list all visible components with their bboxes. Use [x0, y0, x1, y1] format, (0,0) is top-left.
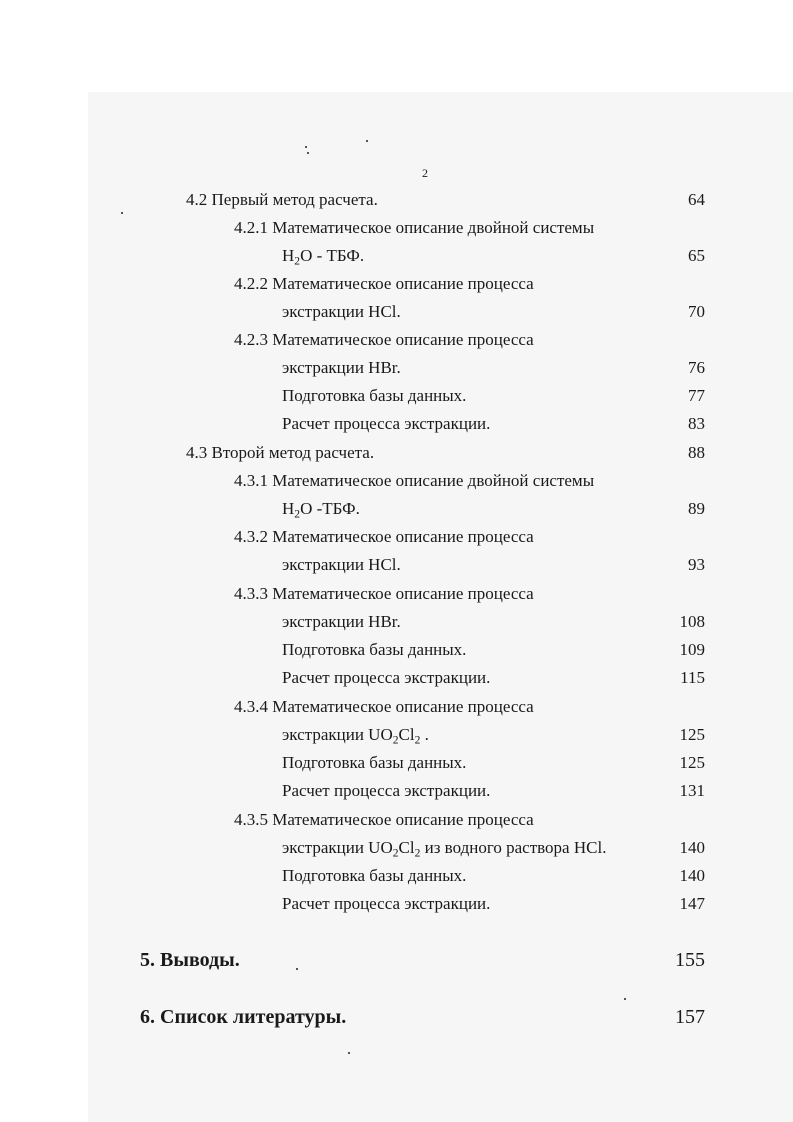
- entry-page: 89: [688, 499, 705, 518]
- toc-entry: [0, 383, 793, 409]
- toc-section-heading: [0, 947, 793, 973]
- toc-entry: [0, 440, 793, 466]
- entry-page: 125: [679, 725, 705, 744]
- entry-page: 83: [688, 414, 705, 433]
- entry-page: 125: [679, 753, 705, 772]
- entry-page: 65: [688, 246, 705, 265]
- toc-entry: [0, 355, 793, 381]
- toc-entry: [0, 778, 793, 804]
- entry-page: 76: [688, 358, 705, 377]
- entry-title: экстракции HCl.: [282, 302, 401, 321]
- scan-speck: [121, 212, 123, 214]
- toc-entry: [0, 552, 793, 578]
- toc-entry: [0, 299, 793, 325]
- entry-title: экстракции HBr.: [282, 358, 401, 377]
- scan-speck: [305, 146, 307, 148]
- entry-page: 140: [679, 866, 705, 885]
- toc-entry: [0, 411, 793, 437]
- entry-title: 4.2.2 Математическое описание процесса: [234, 274, 534, 293]
- entry-title: Подготовка базы данных.: [282, 866, 467, 885]
- entry-title: экстракции HCl.: [282, 555, 401, 574]
- entry-title: Подготовка базы данных.: [282, 640, 467, 659]
- toc-entry: [0, 665, 793, 691]
- toc-entry: [0, 187, 793, 213]
- toc-entry: [0, 694, 793, 720]
- entry-page: 88: [688, 443, 705, 462]
- entry-title: Расчет процесса экстракции.: [282, 894, 491, 913]
- entry-title: 4.3.3 Математическое описание процесса: [234, 584, 534, 603]
- entry-title: экстракции $UO_2Cl_2$ .: [282, 725, 429, 747]
- scan-speck: [624, 998, 626, 1000]
- toc-entry: [0, 835, 793, 861]
- entry-page: 77: [688, 386, 705, 405]
- toc-entry: [0, 215, 793, 241]
- section-title: 6. Список литературы.: [140, 1006, 347, 1028]
- toc-entry: [0, 722, 793, 748]
- entry-page: 131: [679, 781, 705, 800]
- section-title: 5. Выводы.: [140, 949, 240, 971]
- toc-entry: [0, 807, 793, 833]
- entry-title: Подготовка базы данных.: [282, 386, 467, 405]
- entry-title: 4.3.2 Математическое описание процесса: [234, 527, 534, 546]
- toc-entry: [0, 581, 793, 607]
- scan-speck: [296, 968, 298, 970]
- scan-speck: [348, 1052, 350, 1054]
- entry-page: 115: [680, 668, 705, 687]
- entry-page: 155: [675, 949, 705, 971]
- toc-entry: [0, 243, 793, 269]
- toc-entry: [0, 271, 793, 297]
- scan-speck: [366, 140, 368, 142]
- toc-entry: [0, 637, 793, 663]
- entry-title: 4.3.1 Математическое описание двойной системы: [234, 471, 595, 490]
- toc-section-heading: [0, 1004, 793, 1030]
- entry-title: 4.3.4 Математическое описание процесса: [234, 697, 534, 716]
- toc-entry: [0, 496, 793, 522]
- entry-page: 140: [679, 838, 705, 857]
- toc-entry: [0, 524, 793, 550]
- entry-title: Расчет процесса экстракции.: [282, 781, 491, 800]
- entry-page: 157: [675, 1006, 705, 1028]
- entry-title: экстракции $UO_2Cl_2$ из водного раствора HCl.: [282, 838, 607, 860]
- page-number: 2: [422, 166, 428, 180]
- entry-page: 108: [679, 612, 705, 631]
- entry-title: 4.2.3 Математическое описание процесса: [234, 330, 534, 349]
- entry-title: $H_2O$ - ТБФ.: [282, 246, 365, 268]
- entry-title: 4.2.1 Математическое описание двойной системы: [234, 218, 595, 237]
- entry-page: 70: [688, 302, 705, 321]
- entry-title: 4.2 Первый метод расчета.: [186, 190, 378, 209]
- toc-entry: [0, 609, 793, 635]
- entry-page: 64: [688, 190, 705, 209]
- entry-page: 109: [679, 640, 705, 659]
- entry-title: экстракции HBr.: [282, 612, 401, 631]
- toc-entry: [0, 750, 793, 776]
- entry-title: 4.3 Второй метод расчета.: [186, 443, 375, 462]
- entry-page: 147: [679, 894, 705, 913]
- toc-entry: [0, 891, 793, 917]
- entry-title: 4.3.5 Математическое описание процесса: [234, 810, 534, 829]
- entry-title: Подготовка базы данных.: [282, 753, 467, 772]
- scan-speck: [307, 152, 309, 154]
- entry-page: 93: [688, 555, 705, 574]
- toc-entry: [0, 863, 793, 889]
- entry-title: $H_2O$ -ТБФ.: [282, 499, 360, 521]
- entry-title: Расчет процесса экстракции.: [282, 668, 491, 687]
- entry-title: Расчет процесса экстракции.: [282, 414, 491, 433]
- toc-entry: [0, 468, 793, 494]
- toc-entry: [0, 327, 793, 353]
